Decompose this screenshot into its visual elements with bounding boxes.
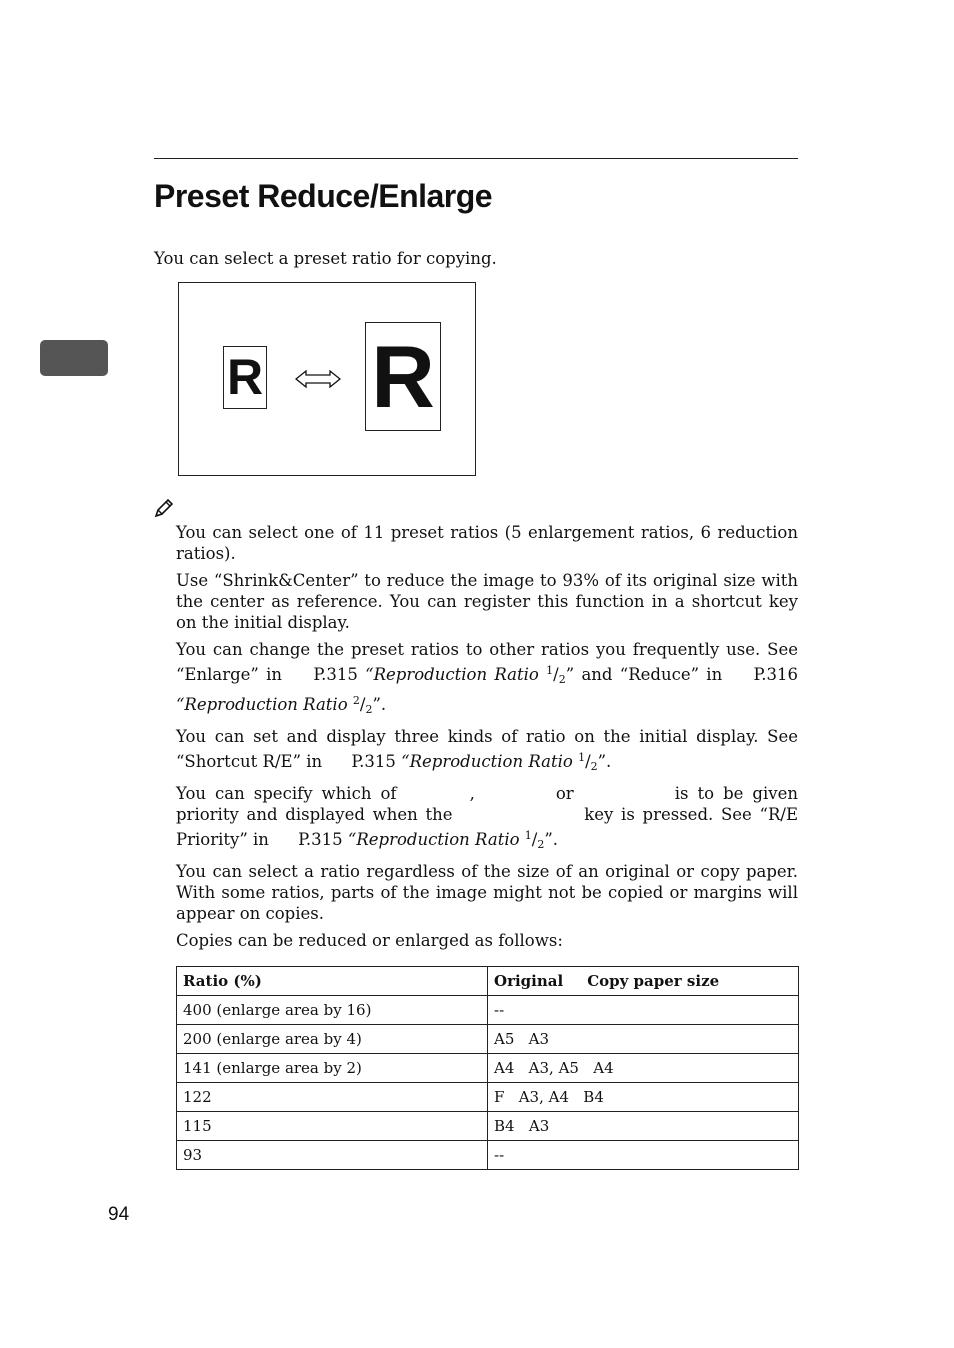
table-row — [177, 1025, 799, 1054]
page-reference-link[interactable]: P.315 — [351, 752, 396, 771]
note-item: You can change the preset ratios to other ratios you frequently use. See “Enlarge” in P.315 “Reproduction Ratio $^1/_2$” and “Reduce” in P.316 “Reproduction Ratio $^2/_2$”. — [176, 640, 799, 716]
page-reference-link[interactable]: P.315 — [298, 830, 343, 849]
table-cell: -- — [488, 996, 799, 1025]
table-cell: 200 (enlarge area by 4) — [177, 1025, 488, 1054]
table-row — [177, 996, 799, 1025]
page-reference-link[interactable]: P.315 — [313, 665, 358, 684]
reduce-enlarge-figure — [178, 282, 476, 476]
table-cell: B4 A3 — [488, 1112, 799, 1141]
table-cell: 400 (enlarge area by 16) — [177, 996, 488, 1025]
table-header-cell: Ratio (%) — [177, 967, 488, 996]
page-number: 94 — [108, 1204, 130, 1225]
table-header-row — [177, 967, 799, 996]
note-item: You can select a ratio regardless of the size of an original or copy paper. With some ratios, parts of the image might not be copied or margins will appear on copies. — [176, 862, 798, 923]
note-item: You can set and display three kinds of ratio on the initial display. See “Shortcut R/E” in P.315 “Reproduction Ratio $^1/_2$”. — [176, 727, 798, 773]
page-title: Preset Reduce/Enlarge — [154, 178, 493, 214]
table-cell: F A3, A4 B4 — [488, 1083, 799, 1112]
ratio-table — [176, 966, 799, 1170]
table-cell: A4 A3, A5 A4 — [488, 1054, 799, 1083]
table-row — [177, 1054, 799, 1083]
note-item: You can select one of 11 preset ratios (5 enlargement ratios, 6 reduction ratios). — [176, 523, 798, 563]
note-item: You can specify which of , or is to be given priority and displayed when the key is pressed. See “R/E Priority” in P.315 “Reproduction Ratio $^1/_2$”. — [176, 784, 799, 851]
table-header-cell: Original Copy paper size — [488, 967, 799, 996]
page-reference-link[interactable]: P.316 — [753, 665, 799, 684]
notes-list — [176, 522, 798, 957]
table-cell: -- — [488, 1141, 799, 1170]
double-arrow-icon — [295, 370, 341, 388]
chapter-tab — [40, 340, 108, 376]
table-cell: 93 — [177, 1141, 488, 1170]
note-item: Use “Shrink&Center” to reduce the image to 93% of its original size with the center as reference. You can register this function in a shortcut key on the initial display. — [176, 571, 798, 632]
table-cell: 141 (enlarge area by 2) — [177, 1054, 488, 1083]
note-item: Copies can be reduced or enlarged as follows: — [176, 931, 563, 950]
small-r-original: R — [223, 346, 267, 409]
table-cell: 122 — [177, 1083, 488, 1112]
table-row — [177, 1141, 799, 1170]
intro-text: You can select a preset ratio for copying. — [154, 249, 497, 268]
large-r-copy: R — [365, 322, 441, 431]
table-row — [177, 1083, 799, 1112]
top-rule — [154, 158, 798, 159]
pencil-note-icon — [154, 498, 174, 518]
table-cell: 115 — [177, 1112, 488, 1141]
table-cell: A5 A3 — [488, 1025, 799, 1054]
table-row — [177, 1112, 799, 1141]
